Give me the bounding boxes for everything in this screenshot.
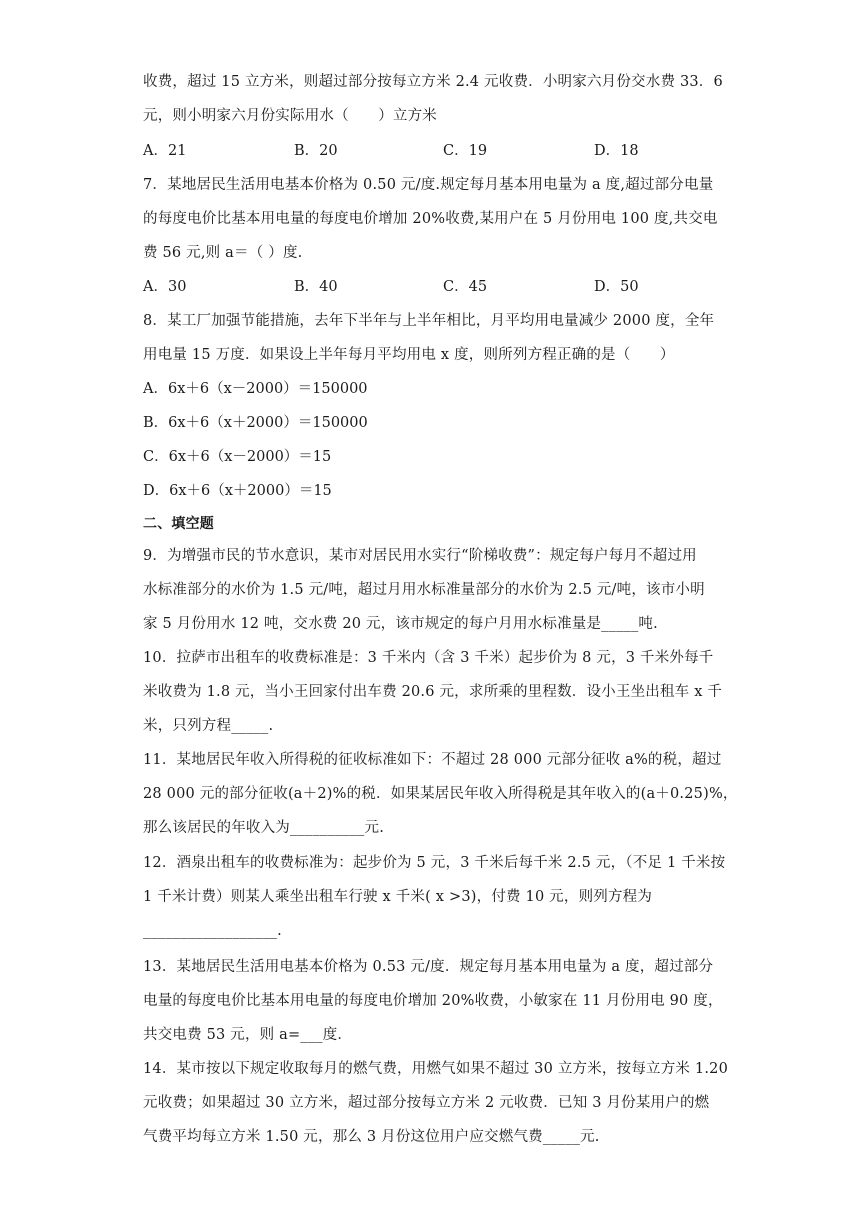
q8-option-a: A．6x＋6（x－2000）＝150000	[143, 381, 368, 397]
q8-option-b: B．6x＋6（x＋2000）＝150000	[143, 415, 368, 431]
q10-line-2: 米收费为 1.8 元，当小王回家付出车费 20.6 元，求所乘的里程数．设小王坐出租车 x 千	[143, 684, 723, 700]
q12-line-1: 12．酒泉出租车的收费标准为：起步价为 5 元，3 千米后每千米 2.5 元，（不足 1 千米按	[143, 855, 726, 871]
q13-line-2: 电量的每度电价比基本用电量的每度电价增加 20%收费，小敏家在 11 月份用电 90 度，	[143, 993, 723, 1009]
q14-line-2: 元收费；如果超过 30 立方米，超过部分按每立方米 2 元收费．已知 3 月份某用户的燃	[143, 1095, 710, 1111]
q7-option-d: D．50	[594, 279, 639, 295]
q7-option-b: B．40	[294, 279, 338, 295]
q9-line-1: 9．为增强市民的节水意识，某市对居民用水实行“阶梯收费”：规定每户每月不超过用	[143, 548, 697, 564]
q6-option-d: D．18	[594, 143, 639, 159]
q8-option-c: C．6x＋6（x－2000）＝15	[143, 449, 332, 465]
q11-line-2: 28 000 元的部分征收(a＋2)%的税．如果某居民年收入所得税是其年收入的(a＋0.25)%，	[143, 786, 738, 802]
q9-line-2: 水标准部分的水价为 1.5 元/吨，超过月用水标准量部分的水价为 2.5 元/吨，该市小明	[143, 582, 705, 598]
q7-option-c: C．45	[443, 279, 488, 295]
q11-line-1: 11．某地居民年收入所得税的征收标准如下：不超过 28 000 元部分征收 a%的税，超过	[143, 752, 722, 768]
q6-line-1: 收费，超过 15 立方米，则超过部分按每立方米 2.4 元收费．小明家六月份交水费 33．6	[143, 74, 723, 90]
q10-line-1: 10．拉萨市出租车的收费标准是：3 千米内（含 3 千米）起步价为 8 元，3 千米外每千	[143, 650, 714, 666]
q11-line-3: 那么该居民的年收入为__________元.	[143, 820, 385, 836]
q13-line-3: 共交电费 53 元，则 a=___度．	[143, 1027, 353, 1043]
q7-line-2: 的每度电价比基本用电量的每度电价增加 20%收费,某用户在 5 月份用电 100 度,共交电	[143, 211, 718, 227]
q7-line-3: 费 56 元,则 a＝（ ）度.	[143, 245, 303, 261]
q6-option-a: A．21	[143, 143, 187, 159]
q12-line-3: __________________.	[143, 923, 282, 939]
q10-line-3: 米，只列方程_____.	[143, 718, 274, 734]
q8-line-2: 用电量 15 万度．如果设上半年每月平均用电 x 度，则所列方程正确的是（ ）	[143, 347, 675, 363]
q7-option-a: A．30	[143, 279, 187, 295]
q8-line-1: 8．某工厂加强节能措施，去年下半年与上半年相比，月平均用电量减少 2000 度，全年	[143, 313, 715, 329]
q6-line-2: 元，则小明家六月份实际用水（ ）立方米	[143, 108, 437, 124]
q8-option-d: D．6x＋6（x＋2000）＝15	[143, 483, 332, 499]
q6-option-c: C．19	[443, 143, 488, 159]
q14-line-3: 气费平均每立方米 1.50 元，那么 3 月份这位用户应交燃气费_____元.	[143, 1129, 600, 1145]
q6-option-b: B．20	[294, 143, 338, 159]
q12-line-2: 1 千米计费）则某人乘坐出租车行驶 x 千米( x >3)，付费 10 元，则列方程为	[143, 889, 653, 905]
q14-line-1: 14．某市按以下规定收取每月的燃气费，用燃气如果不超过 30 立方米，按每立方米 1.20	[143, 1061, 729, 1077]
q7-line-1: 7．某地居民生活用电基本价格为 0.50 元/度.规定每月基本用电量为 a 度,超过部分电量	[143, 177, 714, 193]
section-heading-fill-in: 二、填空题	[143, 516, 214, 532]
q9-line-3: 家 5 月份用水 12 吨，交水费 20 元，该市规定的每户月用水标准量是_____吨.	[143, 616, 658, 632]
q13-line-1: 13．某地居民生活用电基本价格为 0.53 元/度．规定每月基本用电量为 a 度，超过部分	[143, 959, 714, 975]
